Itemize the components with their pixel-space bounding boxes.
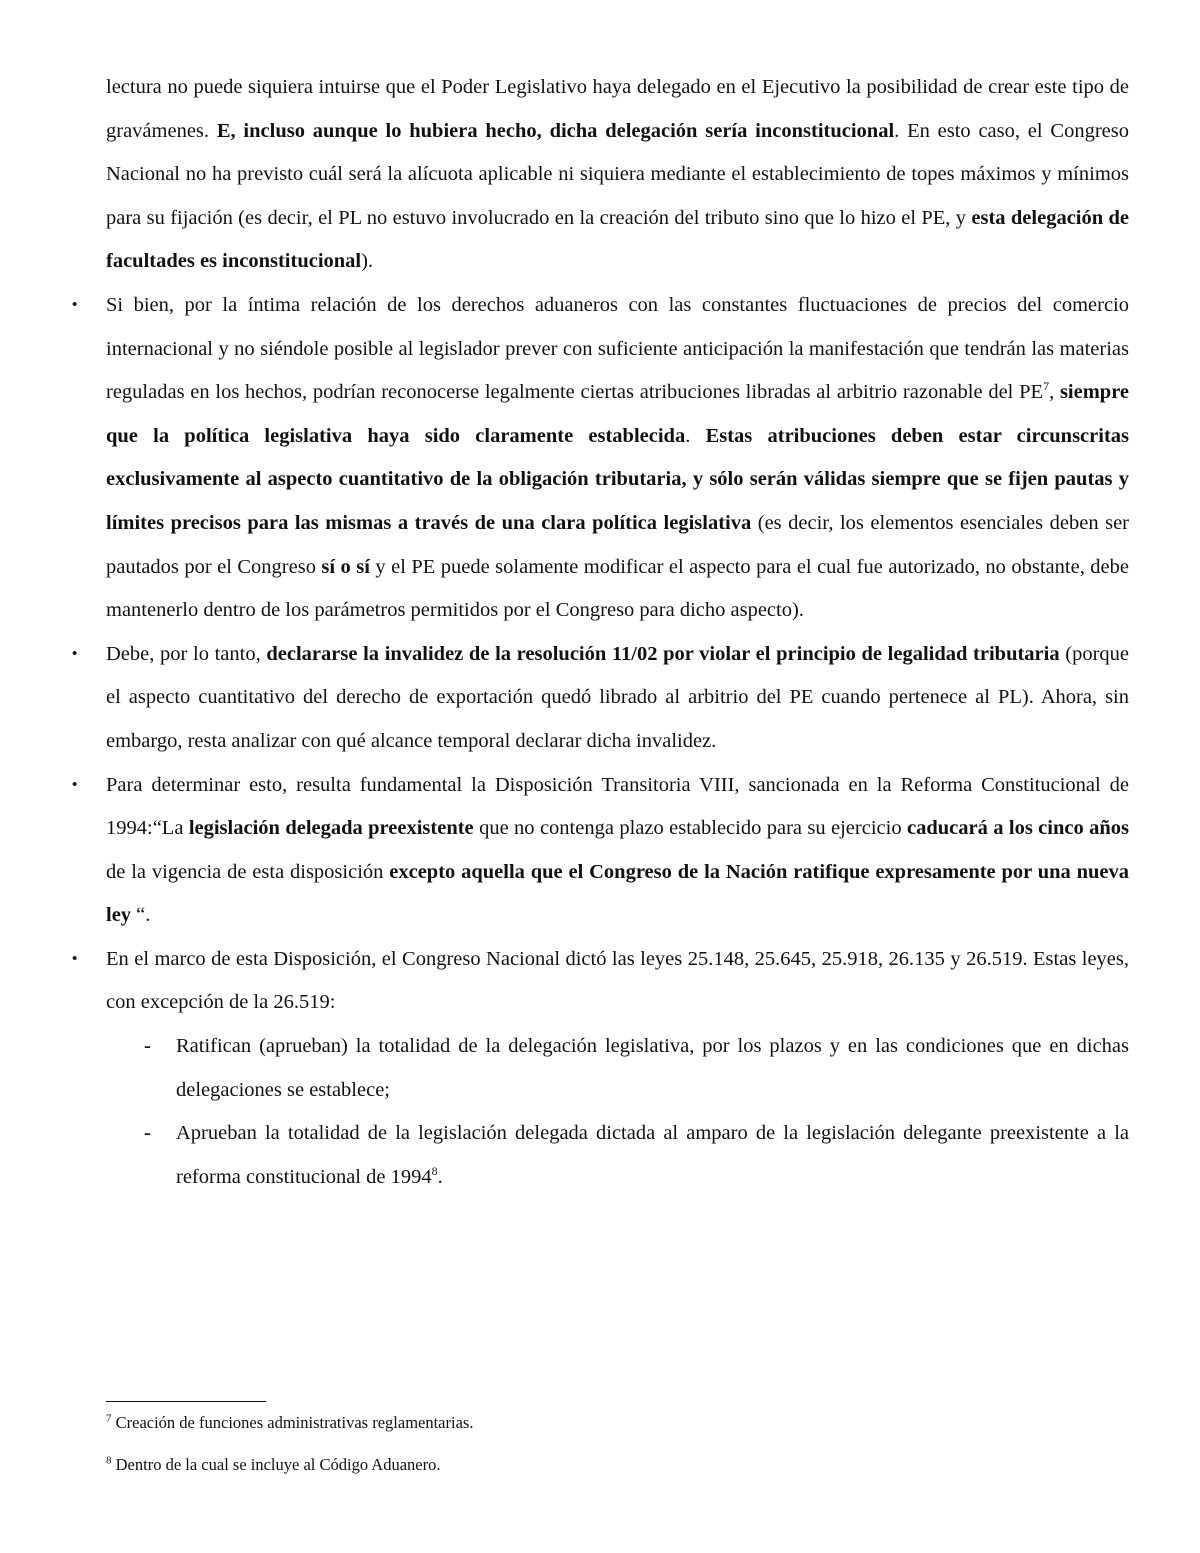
bullet-icon: • [72, 645, 78, 662]
sub-list-item-2: - Aprueban la totalidad de la legislación delegada dictada al amparo de la legislación delegante preexistente a la reforma constitucional de 1994$^8$. [176, 1112, 1129, 1199]
bullet-icon: • [72, 950, 78, 967]
sub-list-item-1: - Ratifican (aprueban) la totalidad de la delegación legislativa, por los plazos y en las condiciones que en dichas delegaciones se establece; [176, 1025, 1129, 1112]
intro-text-a: lectura no puede siquiera intuirse que el Poder Legislativo haya delegado en el Ejecutivo la posibilidad de crear este tipo de gravámenes. [106, 76, 1129, 142]
footnotes [106, 1413, 1129, 1497]
bullet-item-4: • En el marco de esta Disposición, el Congreso Nacional dictó las leyes 25.148, 25.645, 25.918, 26.135 y 26.519. Estas leyes, con excepción de la 26.519: [106, 938, 1129, 1025]
footnote-separator [106, 1401, 266, 1402]
intro-paragraph [106, 66, 1129, 284]
footnote-8: $^8$ Dentro de la cual se incluye al Código Aduanero. [106, 1454, 441, 1474]
bullet-icon: • [72, 296, 78, 313]
bullet-icon: • [72, 776, 78, 793]
footnote-7: $^7$ Creación de funciones administrativas reglamentarias. [106, 1412, 474, 1432]
bullet-item-2: • Debe, por lo tanto, declararse la invalidez de la resolución 11/02 por violar el principio de legalidad tributaria (porque el aspecto cuantitativo del derecho de exportación quedó librado al arbitrio del PE cuando pertenece al PL). Ahora, sin embargo, resta analizar con qué alcance temporal declarar dicha invalidez. [106, 633, 1129, 764]
dash-icon: - [144, 1035, 151, 1058]
bullet-item-1: • Si bien, por la íntima relación de los derechos aduaneros con las constantes fluctuaciones de precios del comercio internacional y no siéndole posible al legislador prever con suficiente anticipación la manifestación que tendrán las materias reguladas en los hechos, podrían reconocerse legalmente ciertas atribuciones libradas al arbitrio razonable del $PE^7$, siempre que la política legislativa haya sido claramente establecida. Estas atribuciones deben estar circunscritas exclusivamente al aspecto cuantitativo de la obligación tributaria, y sólo serán válidas siempre que se fijen pautas y límites precisos para las mismas a través de una clara política legislativa (es decir, los elementos esenciales deben ser pautados por el Congreso sí o sí y el PE puede solamente modificar el aspecto para el cual fue autorizado, no obstante, debe mantenerlo dentro de los parámetros permitidos por el Congreso para dicho aspecto). [106, 284, 1129, 633]
intro-text-b: . En esto caso, el Congreso Nacional no ha previsto cuál será la alícuota aplicable ni siquiera mediante el establecimiento de topes máximos y mínimos para su fijación (es decir, el PL no estuvo involucrado en la creación del tributo sino que lo hizo el PE, y [106, 119, 1129, 229]
intro-bold-b: esta delegación de facultades es inconstitucional [106, 206, 1129, 273]
bullet-item-3: • Para determinar esto, resulta fundamental la Disposición Transitoria VIII, sancionada en la Reforma Constitucional de 1994:“La legislación delegada preexistente que no contenga plazo establecido para su ejercicio caducará a los cinco años de la vigencia de esta disposición excepto aquella que el Congreso de la Nación ratifique expresamente por una nueva ley “. [106, 764, 1129, 938]
intro-bold-a: E, incluso aunque lo hubiera hecho, dicha delegación sería inconstitucional [216, 119, 895, 142]
dash-icon: - [144, 1122, 151, 1145]
footnote-ref-8[interactable]: 8 [431, 1164, 438, 1179]
footnote-ref-7[interactable]: 7 [1043, 379, 1050, 394]
intro-text-c: ). [361, 250, 374, 273]
body-text [72, 66, 1130, 1199]
sub-list [144, 1025, 1129, 1199]
